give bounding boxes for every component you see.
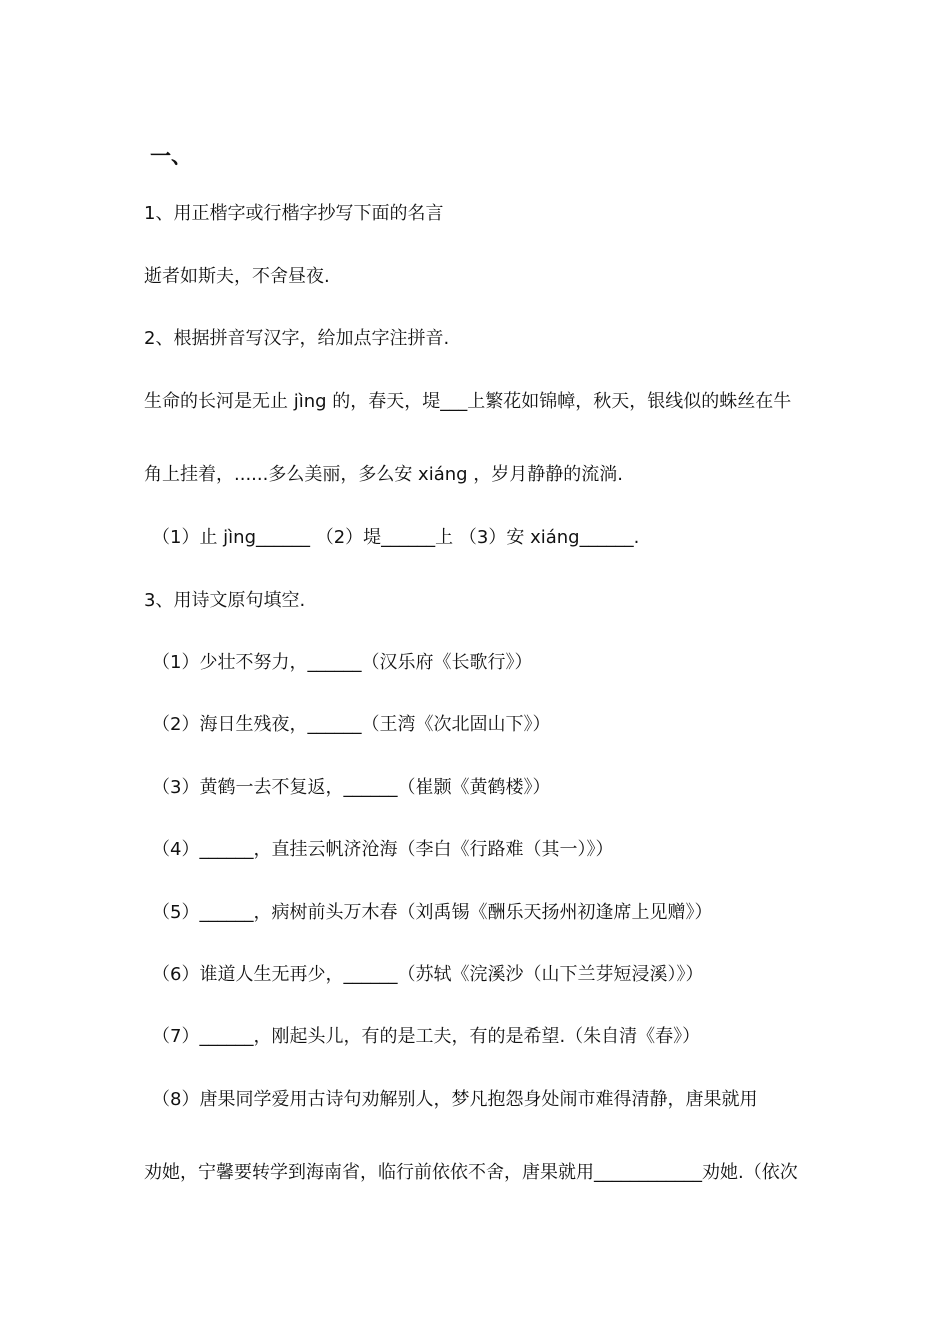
fill-item-8: （8）唐果同学爱用古诗句劝解别人，梦凡抱怨身处闹市难得清静，唐果就用 [152, 1089, 758, 1110]
fill-item-3: （3）黄鹤一去不复返，______（崔颢《黄鹤楼》） [152, 777, 551, 798]
question-2-title: 2、根据拼音写汉字，给加点字注拼音. [144, 328, 450, 349]
passage-line-1: 生命的长河是无止 jìng 的，春天，堤___上繁花如锦幛，秋天，银线似的蛛丝在牛 [144, 391, 792, 412]
fill-item-2: （2）海日生残夜，______（王湾《次北固山下》） [152, 714, 551, 735]
motto-text: 逝者如斯夫，不舍昼夜. [144, 266, 330, 287]
passage-line-2: 角上挂着，......多么美丽，多么安 xiáng ，岁月静静的流淌. [144, 464, 624, 485]
question-1-title: 1、用正楷字或行楷字抄写下面的名言 [144, 203, 444, 224]
fill-item-7: （7）______，刚起头儿，有的是工夫，有的是希望.（朱自清《春》） [152, 1026, 701, 1047]
fill-item-4: （4）______，直挂云帆济沧海（李白《行路难（其一）》） [152, 839, 614, 860]
fill-item-1: （1）少壮不努力，______（汉乐府《长歌行》） [152, 652, 533, 673]
section-heading: 一、 [150, 144, 192, 168]
fill-item-6: （6）谁道人生无再少，______（苏轼《浣溪沙（山下兰芽短浸溪）》） [152, 964, 704, 985]
question-3-title: 3、用诗文原句填空. [144, 590, 306, 611]
question-2-blanks: （1）止 jìng______ （2）堤______上 （3）安 xiáng______. [152, 527, 640, 548]
fill-item-8-continued: 劝她，宁馨要转学到海南省，临行前依依不舍，唐果就用____________劝她.（依次 [144, 1162, 798, 1183]
fill-item-5: （5）______，病树前头万木春（刘禹锡《酬乐天扬州初逢席上见赠》） [152, 902, 713, 923]
